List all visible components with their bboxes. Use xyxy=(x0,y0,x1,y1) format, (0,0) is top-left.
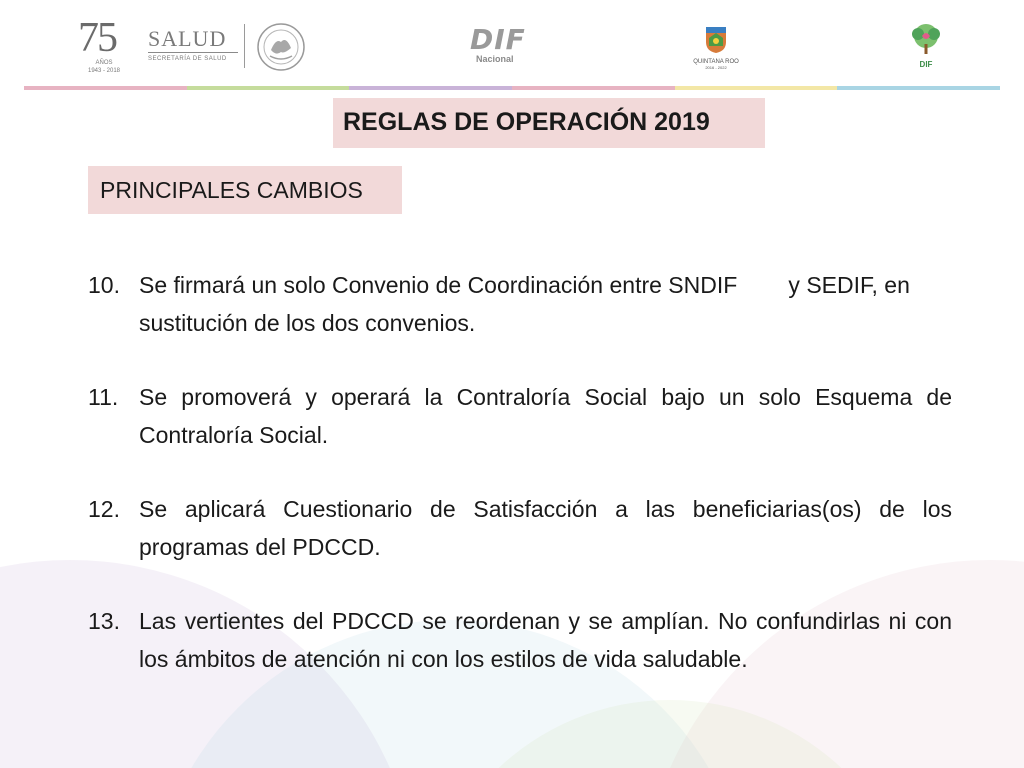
logo-quintana-roo-name: QUINTANA ROO xyxy=(693,59,739,65)
logo-dif-estatal-name: DIF xyxy=(919,60,933,69)
logo-salud-name: SALUD xyxy=(148,26,227,51)
page-title: REGLAS DE OPERACIÓN 2019 xyxy=(343,108,710,136)
list-item-text: Se aplicará Cuestionario de Satisfacción a las beneficiarias(os) de los programas del PDCCD. xyxy=(139,496,952,560)
logo-dif-nacional xyxy=(470,23,530,70)
logo-salud xyxy=(148,28,238,68)
list-item-text: Se promoverá y operará la Contraloría Social bajo un solo Esquema de Contraloría Social. xyxy=(139,384,952,448)
list-item xyxy=(88,490,952,566)
list-item-number: 12. xyxy=(88,496,120,522)
logo-salud-subtitle: SECRETARÍA DE SALUD xyxy=(148,56,227,62)
logo-75-anos xyxy=(78,15,130,76)
logo-dif-name: DIF xyxy=(470,23,526,56)
color-bar-segment xyxy=(675,86,838,90)
color-bar-segment xyxy=(349,86,512,90)
color-bar-segment xyxy=(837,86,1000,90)
list-item xyxy=(88,602,952,678)
list-item-number: 13. xyxy=(88,608,120,634)
header-color-bar xyxy=(24,86,1000,90)
list-item xyxy=(88,378,952,454)
color-bar-segment xyxy=(187,86,350,90)
mexico-seal-icon xyxy=(256,22,306,72)
logo-75-number: 75 xyxy=(78,15,116,61)
list-item-number: 10. xyxy=(88,272,120,298)
list-item-number: 11. xyxy=(88,384,119,410)
dif-tree-icon xyxy=(908,22,944,56)
logo-quintana-roo-years: 2016 - 2022 xyxy=(705,65,727,70)
logo-75-years: 1943 - 2018 xyxy=(87,68,121,74)
logo-dif-subtitle: Nacional xyxy=(476,54,514,64)
changes-list xyxy=(88,266,952,714)
page-subtitle: PRINCIPALES CAMBIOS xyxy=(100,177,363,203)
logo-salud-rule xyxy=(148,52,238,53)
list-item xyxy=(88,266,952,342)
logo-quintana-roo xyxy=(690,24,742,72)
title-box xyxy=(333,98,765,148)
quintana-roo-shield-icon xyxy=(703,24,729,54)
logo-dif-estatal xyxy=(906,22,946,68)
list-item-text: Se firmará un solo Convenio de Coordinación entre SNDIF y SEDIF, en sustitución de los dos convenios. xyxy=(139,272,910,336)
header-logos xyxy=(0,0,1024,84)
color-bar-segment xyxy=(24,86,187,90)
logo-75-caption: AÑOS xyxy=(95,60,113,66)
subtitle-box xyxy=(88,166,402,214)
logo-divider xyxy=(244,24,245,68)
list-item-text: Las vertientes del PDCCD se reordenan y se amplían. No confundirlas ni con los ámbitos de atención ni con los estilos de vida saludable. xyxy=(139,608,952,672)
color-bar-segment xyxy=(512,86,675,90)
